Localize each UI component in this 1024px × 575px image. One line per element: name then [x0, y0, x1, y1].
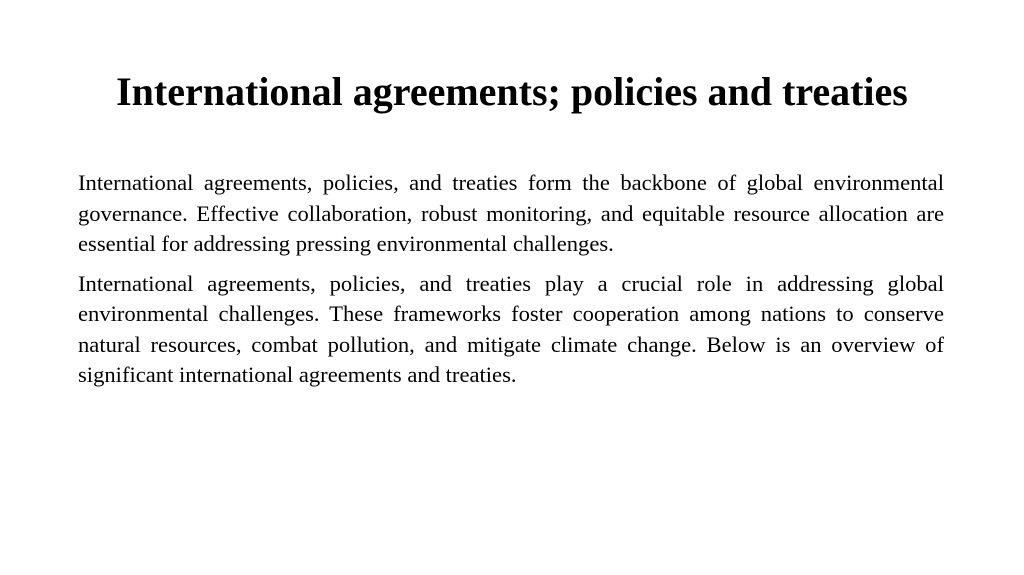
slide-body — [78, 168, 944, 400]
slide-title: International agreements; policies and treaties — [116, 69, 908, 114]
body-paragraph: International agreements, policies, and treaties play a crucial role in addressing global environmental challenges. These frameworks foster cooperation among nations to conserve natural resources, combat pollution, and mitigate climate change. Below is an overview of significant international agreements and treaties. — [78, 270, 944, 387]
body-paragraph: International agreements, policies, and treaties form the backbone of global environmental governance. Effective collaboration, robust monitoring, and equitable resource allocation are essential for addressing pressing environmental challenges. — [78, 170, 944, 256]
